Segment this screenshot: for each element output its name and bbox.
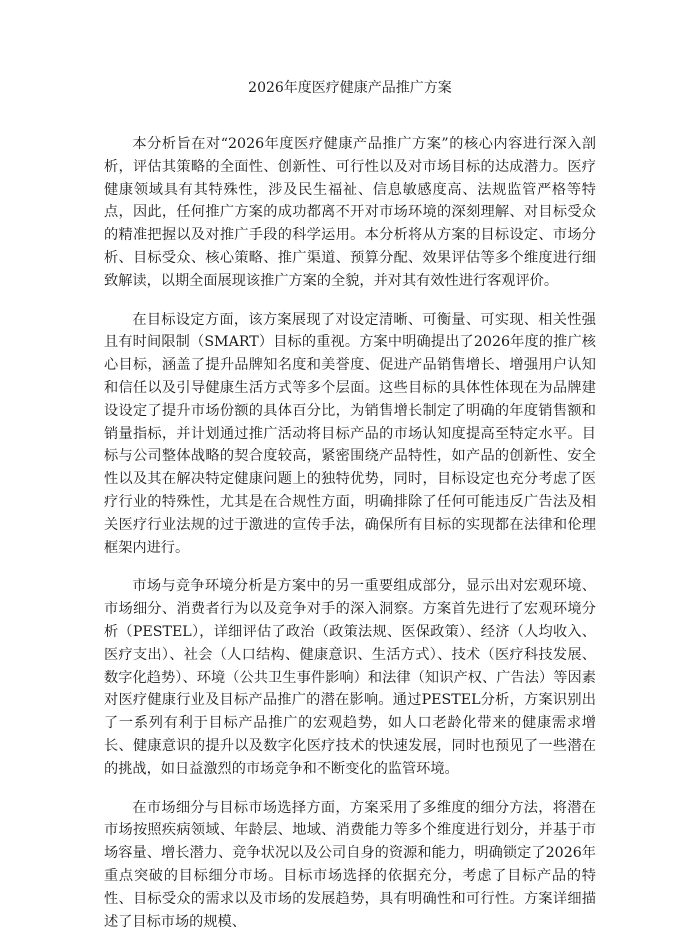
document-body xyxy=(104,133,596,933)
paragraph-market-segmentation: 在市场细分与目标市场选择方面，方案采用了多维度的细分方法，将潜在市场按照疾病领域、年龄层、地域、消费能力等多个维度进行划分，并基于市场容量、增长潜力、竞争状况以及公司自身的资源和能力，明确锁定了2026年重点突破的目标细分市场。目标市场选择的依据充分，考虑了目标产品的特性、目标受众的需求以及市场的发展趋势，具有明确性和可行性。方案详细描述了目标市场的规模、 xyxy=(104,799,596,930)
paragraph-goal-setting: 在目标设定方面，该方案展现了对设定清晰、可衡量、可实现、相关性强且有时间限制（SMART）目标的重视。方案中明确提出了2026年度的推广核心目标，涵盖了提升品牌知名度和美誉度、促进产品销售增长、增强用户认知和信任以及引导健康生活方式等多个层面。这些目标的具体性体现在为品牌建设设定了提升市场份额的具体百分比，为销售增长制定了明确的年度销售额和销量指标，并计划通过推广活动将目标产品的市场认知度提高至特定水平。目标与公司整体战略的契合度较高，紧密围绕产品特性，如产品的创新性、安全性以及其在解决特定健康问题上的独特优势，同时，目标设定也充分考虑了医疗行业的特殊性，尤其是在合规性方面，明确排除了任何可能违反广告法及相关医疗行业法规的过于激进的宣传手法，确保所有目标的实现都在法律和伦理框架内进行。 xyxy=(104,311,596,556)
paragraph-intro: 本分析旨在对“2026年度医疗健康产品推广方案”的核心内容进行深入剖析，评估其策略的全面性、创新性、可行性以及对市场目标的达成潜力。医疗健康领域具有其特殊性，涉及民生福祉、信息敏感度高、法规监管严格等特点，因此，任何推广方案的成功都离不开对市场环境的深刻理解、对目标受众的精准把握以及对推广手段的科学运用。本分析将从方案的目标设定、市场分析、目标受众、核心策略、推广渠道、预算分配、效果评估等多个维度进行细致解读，以期全面展现该推广方案的全貌，并对其有效性进行客观评价。 xyxy=(104,136,596,289)
paragraph-market-analysis: 市场与竞争环境分析是方案中的另一重要组成部分，显示出对宏观环境、市场细分、消费者行为以及竞争对手的深入洞察。方案首先进行了宏观环境分析（PESTEL），详细评估了政治（政策法规、医保政策）、经济（人均收入、医疗支出）、社会（人口结构、健康意识、生活方式）、技术（医疗科技发展、数字化趋势）、环境（公共卫生事件影响）和法律（知识产权、广告法）等因素对医疗健康行业及目标产品推广的潜在影响。通过PESTEL分析，方案识别出了一系列有利于目标产品推广的宏观趋势，如人口老龄化带来的健康需求增长、健康意识的提升以及数字化医疗技术的快速发展，同时也预见了一些潜在的挑战，如日益激烈的市场竞争和不断变化的监管环境。 xyxy=(104,578,596,777)
document-title: 2026年度医疗健康产品推广方案 xyxy=(248,80,452,96)
